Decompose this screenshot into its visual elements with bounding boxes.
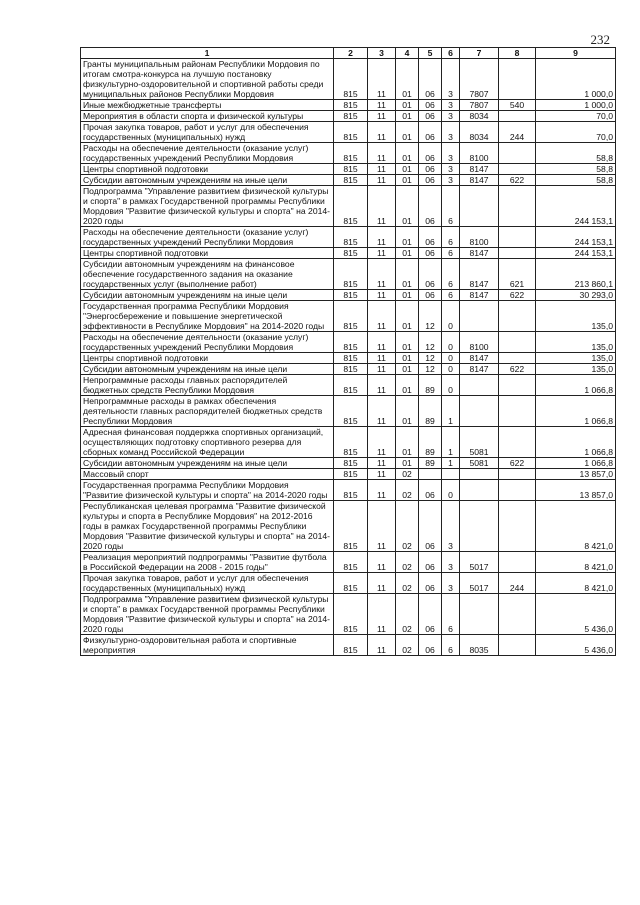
row-description: Адресная финансовая поддержка спортивных организаций, осуществляющих подготовку спортивного резерва для сборных команд Российской Федерации xyxy=(81,427,334,458)
code-section: 11 xyxy=(368,111,396,122)
code-target: 8147 xyxy=(460,259,499,290)
code-expense-type xyxy=(499,552,536,573)
code-expense-type: 622 xyxy=(499,290,536,301)
code-program: 89 xyxy=(419,375,442,396)
code-program: 06 xyxy=(419,186,442,227)
code-expense-type: 621 xyxy=(499,259,536,290)
code-subprogram: 1 xyxy=(442,396,460,427)
code-subprogram: 6 xyxy=(442,635,460,656)
code-subprogram: 6 xyxy=(442,227,460,248)
row-description: Центры спортивной подготовки xyxy=(81,164,334,175)
table-row xyxy=(81,458,616,469)
code-subsection: 01 xyxy=(396,353,419,364)
code-subprogram: 6 xyxy=(442,186,460,227)
code-target: 5081 xyxy=(460,427,499,458)
code-expense-type xyxy=(499,469,536,480)
table-row xyxy=(81,164,616,175)
code-section: 11 xyxy=(368,248,396,259)
row-description: Субсидии автономным учреждениям на финансовое обеспечение государственного задания на оказание государственных услуг (выполнение работ) xyxy=(81,259,334,290)
row-amount: 5 436,0 xyxy=(536,635,616,656)
code-admin: 815 xyxy=(334,259,368,290)
code-section: 11 xyxy=(368,259,396,290)
row-amount: 244 153,1 xyxy=(536,227,616,248)
row-amount: 13 857,0 xyxy=(536,480,616,501)
code-expense-type xyxy=(499,396,536,427)
row-description: Расходы на обеспечение деятельности (оказание услуг) государственных учреждений Республики Мордовия xyxy=(81,332,334,353)
code-subsection: 02 xyxy=(396,635,419,656)
code-admin: 815 xyxy=(334,480,368,501)
code-expense-type: 622 xyxy=(499,458,536,469)
table-row xyxy=(81,175,616,186)
row-amount: 1 000,0 xyxy=(536,100,616,111)
code-expense-type: 244 xyxy=(499,122,536,143)
code-admin: 815 xyxy=(334,396,368,427)
header-cell: 6 xyxy=(442,48,460,59)
code-subsection: 01 xyxy=(396,375,419,396)
code-program: 89 xyxy=(419,458,442,469)
code-admin: 815 xyxy=(334,332,368,353)
row-amount: 13 857,0 xyxy=(536,469,616,480)
code-subprogram: 6 xyxy=(442,290,460,301)
row-amount: 70,0 xyxy=(536,122,616,143)
code-section: 11 xyxy=(368,290,396,301)
code-target: 8147 xyxy=(460,353,499,364)
code-subsection: 01 xyxy=(396,396,419,427)
code-target xyxy=(460,375,499,396)
code-expense-type: 540 xyxy=(499,100,536,111)
row-amount: 244 153,1 xyxy=(536,186,616,227)
code-program: 06 xyxy=(419,143,442,164)
code-admin: 815 xyxy=(334,111,368,122)
code-target: 8147 xyxy=(460,290,499,301)
code-section: 11 xyxy=(368,552,396,573)
code-program: 06 xyxy=(419,635,442,656)
code-program: 12 xyxy=(419,364,442,375)
code-subprogram: 0 xyxy=(442,480,460,501)
row-amount: 58,8 xyxy=(536,143,616,164)
row-description: Непрограммные расходы главных распорядителей бюджетных средств Республики Мордовия xyxy=(81,375,334,396)
code-subsection: 01 xyxy=(396,248,419,259)
row-amount: 58,8 xyxy=(536,164,616,175)
row-description: Массовый спорт xyxy=(81,469,334,480)
code-expense-type: 244 xyxy=(499,573,536,594)
code-subsection: 01 xyxy=(396,59,419,100)
table-row xyxy=(81,186,616,227)
code-subprogram: 0 xyxy=(442,353,460,364)
code-expense-type xyxy=(499,375,536,396)
code-program: 06 xyxy=(419,259,442,290)
row-amount: 1 000,0 xyxy=(536,59,616,100)
row-amount: 244 153,1 xyxy=(536,248,616,259)
code-program: 06 xyxy=(419,594,442,635)
code-subsection: 01 xyxy=(396,301,419,332)
code-expense-type xyxy=(499,186,536,227)
row-description: Субсидии автономным учреждениям на иные цели xyxy=(81,364,334,375)
code-admin: 815 xyxy=(334,301,368,332)
row-amount: 58,8 xyxy=(536,175,616,186)
code-program: 89 xyxy=(419,396,442,427)
code-program: 06 xyxy=(419,248,442,259)
code-admin: 815 xyxy=(334,635,368,656)
code-program: 06 xyxy=(419,175,442,186)
code-section: 11 xyxy=(368,635,396,656)
code-expense-type xyxy=(499,248,536,259)
code-expense-type xyxy=(499,227,536,248)
code-subsection: 02 xyxy=(396,594,419,635)
row-amount: 1 066,8 xyxy=(536,375,616,396)
code-subsection: 01 xyxy=(396,227,419,248)
table-row xyxy=(81,364,616,375)
code-target xyxy=(460,501,499,552)
code-target: 8035 xyxy=(460,635,499,656)
code-admin: 815 xyxy=(334,573,368,594)
code-expense-type xyxy=(499,501,536,552)
code-program: 06 xyxy=(419,59,442,100)
code-program: 06 xyxy=(419,290,442,301)
code-section: 11 xyxy=(368,458,396,469)
table-row xyxy=(81,480,616,501)
table-row xyxy=(81,59,616,100)
table-row xyxy=(81,396,616,427)
code-subprogram: 3 xyxy=(442,122,460,143)
code-program: 12 xyxy=(419,301,442,332)
row-description: Прочая закупка товаров, работ и услуг для обеспечения государственных (муниципальных) нужд xyxy=(81,122,334,143)
code-expense-type xyxy=(499,164,536,175)
code-subprogram: 0 xyxy=(442,375,460,396)
code-admin: 815 xyxy=(334,100,368,111)
code-admin: 815 xyxy=(334,552,368,573)
table-row xyxy=(81,469,616,480)
code-subsection: 02 xyxy=(396,480,419,501)
code-target xyxy=(460,480,499,501)
code-expense-type xyxy=(499,332,536,353)
code-section: 11 xyxy=(368,364,396,375)
code-target xyxy=(460,301,499,332)
code-admin: 815 xyxy=(334,122,368,143)
row-amount: 70,0 xyxy=(536,111,616,122)
code-program: 06 xyxy=(419,122,442,143)
budget-table xyxy=(80,47,616,656)
code-admin: 815 xyxy=(334,469,368,480)
table-row xyxy=(81,248,616,259)
row-description: Подпрограмма "Управление развитием физической культуры и спорта" в рамках Государственной программы Республики Мордовия "Развитие физической культуры и спорта" на 2014-2020 годы xyxy=(81,186,334,227)
code-program: 06 xyxy=(419,480,442,501)
code-program: 06 xyxy=(419,227,442,248)
code-program: 06 xyxy=(419,164,442,175)
table-row xyxy=(81,143,616,164)
code-subsection: 01 xyxy=(396,259,419,290)
code-section: 11 xyxy=(368,332,396,353)
table-row xyxy=(81,290,616,301)
code-target: 5017 xyxy=(460,573,499,594)
header-cell: 2 xyxy=(334,48,368,59)
code-subsection: 02 xyxy=(396,552,419,573)
code-target xyxy=(460,469,499,480)
row-description: Реализация мероприятий подпрограммы "Развитие футбола в Российской Федерации на 2008 - 2015 годы" xyxy=(81,552,334,573)
row-description: Субсидии автономным учреждениям на иные цели xyxy=(81,458,334,469)
row-description: Республиканская целевая программа "Развитие физической культуры и спорта в Республике Мордовия" на 2012-2016 годы в рамках Государственной программы Республики Мордовия "Развитие физической культуры и спорта" на 2014-2020 годы xyxy=(81,501,334,552)
page-number: 232 xyxy=(590,32,610,47)
code-section: 11 xyxy=(368,143,396,164)
row-amount: 5 436,0 xyxy=(536,594,616,635)
header-row xyxy=(81,48,616,59)
row-amount: 213 860,1 xyxy=(536,259,616,290)
row-amount: 8 421,0 xyxy=(536,552,616,573)
code-section: 11 xyxy=(368,353,396,364)
code-subprogram xyxy=(442,469,460,480)
table-row xyxy=(81,353,616,364)
table-row xyxy=(81,111,616,122)
table-row xyxy=(81,427,616,458)
header-cell: 4 xyxy=(396,48,419,59)
code-subsection: 01 xyxy=(396,290,419,301)
code-target: 8034 xyxy=(460,111,499,122)
code-program: 06 xyxy=(419,100,442,111)
code-subprogram: 3 xyxy=(442,164,460,175)
table-row xyxy=(81,552,616,573)
table-row xyxy=(81,375,616,396)
code-target xyxy=(460,186,499,227)
row-description: Прочая закупка товаров, работ и услуг для обеспечения государственных (муниципальных) нужд xyxy=(81,573,334,594)
code-target: 8147 xyxy=(460,364,499,375)
code-subprogram: 3 xyxy=(442,143,460,164)
code-subsection: 01 xyxy=(396,122,419,143)
table-row xyxy=(81,122,616,143)
row-amount: 135,0 xyxy=(536,364,616,375)
table-row xyxy=(81,100,616,111)
code-subsection: 02 xyxy=(396,501,419,552)
code-expense-type xyxy=(499,635,536,656)
code-subprogram: 6 xyxy=(442,259,460,290)
code-subprogram: 3 xyxy=(442,573,460,594)
table-row xyxy=(81,594,616,635)
code-target: 8147 xyxy=(460,164,499,175)
table-row xyxy=(81,332,616,353)
code-admin: 815 xyxy=(334,59,368,100)
header-cell: 8 xyxy=(499,48,536,59)
code-section: 11 xyxy=(368,375,396,396)
row-amount: 8 421,0 xyxy=(536,501,616,552)
code-admin: 815 xyxy=(334,175,368,186)
row-amount: 1 066,8 xyxy=(536,396,616,427)
code-admin: 815 xyxy=(334,375,368,396)
code-program: 06 xyxy=(419,111,442,122)
code-target: 5017 xyxy=(460,552,499,573)
code-subsection: 01 xyxy=(396,186,419,227)
code-expense-type xyxy=(499,353,536,364)
code-subprogram: 0 xyxy=(442,364,460,375)
row-description: Субсидии автономным учреждениям на иные цели xyxy=(81,290,334,301)
code-subsection: 01 xyxy=(396,143,419,164)
code-subprogram: 3 xyxy=(442,59,460,100)
row-description: Расходы на обеспечение деятельности (оказание услуг) государственных учреждений Республики Мордовия xyxy=(81,227,334,248)
code-subprogram: 3 xyxy=(442,100,460,111)
code-section: 11 xyxy=(368,301,396,332)
code-subprogram: 1 xyxy=(442,427,460,458)
code-subsection: 01 xyxy=(396,100,419,111)
code-section: 11 xyxy=(368,480,396,501)
code-admin: 815 xyxy=(334,458,368,469)
code-target: 5081 xyxy=(460,458,499,469)
code-section: 11 xyxy=(368,175,396,186)
code-section: 11 xyxy=(368,427,396,458)
code-subprogram: 3 xyxy=(442,501,460,552)
row-amount: 30 293,0 xyxy=(536,290,616,301)
row-description: Гранты муниципальным районам Республики Мордовия по итогам смотра-конкурса на лучшую постановку физкультурно-оздоровительной и спортивной работы среди муниципальных районов Республики Мордовия xyxy=(81,59,334,100)
header-cell: 7 xyxy=(460,48,499,59)
code-section: 11 xyxy=(368,469,396,480)
code-section: 11 xyxy=(368,227,396,248)
code-section: 11 xyxy=(368,501,396,552)
code-program: 12 xyxy=(419,332,442,353)
code-subsection: 01 xyxy=(396,175,419,186)
code-program: 12 xyxy=(419,353,442,364)
code-target: 8100 xyxy=(460,227,499,248)
code-target: 8147 xyxy=(460,175,499,186)
code-subsection: 01 xyxy=(396,364,419,375)
code-section: 11 xyxy=(368,186,396,227)
code-section: 11 xyxy=(368,396,396,427)
code-section: 11 xyxy=(368,122,396,143)
code-target: 8147 xyxy=(460,248,499,259)
code-admin: 815 xyxy=(334,143,368,164)
code-expense-type: 622 xyxy=(499,175,536,186)
code-subprogram: 0 xyxy=(442,301,460,332)
row-amount: 1 066,8 xyxy=(536,458,616,469)
code-subsection: 01 xyxy=(396,332,419,353)
code-section: 11 xyxy=(368,594,396,635)
header-cell: 5 xyxy=(419,48,442,59)
code-target: 8100 xyxy=(460,332,499,353)
table-row xyxy=(81,227,616,248)
row-description: Центры спортивной подготовки xyxy=(81,353,334,364)
code-target xyxy=(460,594,499,635)
code-expense-type xyxy=(499,301,536,332)
row-description: Субсидии автономным учреждениям на иные цели xyxy=(81,175,334,186)
row-amount: 135,0 xyxy=(536,353,616,364)
header-cell: 3 xyxy=(368,48,396,59)
budget-body xyxy=(81,59,616,656)
code-expense-type xyxy=(499,59,536,100)
table-row xyxy=(81,301,616,332)
code-target: 8034 xyxy=(460,122,499,143)
code-admin: 815 xyxy=(334,427,368,458)
code-expense-type xyxy=(499,111,536,122)
header-cell: 9 xyxy=(536,48,616,59)
code-target: 8100 xyxy=(460,143,499,164)
code-subsection: 02 xyxy=(396,469,419,480)
table-row xyxy=(81,635,616,656)
code-subprogram: 1 xyxy=(442,458,460,469)
code-admin: 815 xyxy=(334,164,368,175)
code-subsection: 01 xyxy=(396,427,419,458)
row-amount: 1 066,8 xyxy=(536,427,616,458)
row-description: Мероприятия в области спорта и физической культуры xyxy=(81,111,334,122)
table-row xyxy=(81,259,616,290)
code-admin: 815 xyxy=(334,186,368,227)
code-section: 11 xyxy=(368,164,396,175)
row-amount: 8 421,0 xyxy=(536,573,616,594)
code-admin: 815 xyxy=(334,364,368,375)
code-section: 11 xyxy=(368,59,396,100)
row-description: Подпрограмма "Управление развитием физической культуры и спорта" в рамках Государственной программы Республики Мордовия "Развитие физической культуры и спорта" на 2014-2020 годы xyxy=(81,594,334,635)
row-description: Непрограммные расходы в рамках обеспечения деятельности главных распорядителей бюджетных средств Республики Мордовия xyxy=(81,396,334,427)
code-admin: 815 xyxy=(334,353,368,364)
code-subprogram: 3 xyxy=(442,111,460,122)
code-expense-type: 622 xyxy=(499,364,536,375)
code-subprogram: 3 xyxy=(442,175,460,186)
code-target xyxy=(460,396,499,427)
code-section: 11 xyxy=(368,573,396,594)
code-subsection: 02 xyxy=(396,573,419,594)
code-admin: 815 xyxy=(334,227,368,248)
code-target: 7807 xyxy=(460,100,499,111)
code-subsection: 01 xyxy=(396,458,419,469)
code-program: 06 xyxy=(419,552,442,573)
row-description: Физкультурно-оздоровительная работа и спортивные мероприятия xyxy=(81,635,334,656)
code-program: 06 xyxy=(419,573,442,594)
table-row xyxy=(81,501,616,552)
row-amount: 135,0 xyxy=(536,301,616,332)
row-description: Государственная программа Республики Мордовия "Развитие физической культуры и спорта" на 2014-2020 годы xyxy=(81,480,334,501)
code-expense-type xyxy=(499,427,536,458)
code-admin: 815 xyxy=(334,290,368,301)
code-expense-type xyxy=(499,594,536,635)
row-description: Расходы на обеспечение деятельности (оказание услуг) государственных учреждений Республики Мордовия xyxy=(81,143,334,164)
code-subsection: 01 xyxy=(396,164,419,175)
row-description: Государственная программа Республики Мордовия "Энергосбережение и повышение энергетической эффективности в Республике Мордовия" на 2014-2020 годы xyxy=(81,301,334,332)
row-description: Иные межбюджетные трансферты xyxy=(81,100,334,111)
code-expense-type xyxy=(499,143,536,164)
header-cell: 1 xyxy=(81,48,334,59)
code-admin: 815 xyxy=(334,501,368,552)
code-expense-type xyxy=(499,480,536,501)
code-program: 89 xyxy=(419,427,442,458)
code-admin: 815 xyxy=(334,248,368,259)
row-amount: 135,0 xyxy=(536,332,616,353)
code-section: 11 xyxy=(368,100,396,111)
code-admin: 815 xyxy=(334,594,368,635)
code-program xyxy=(419,469,442,480)
code-subprogram: 6 xyxy=(442,594,460,635)
code-program: 06 xyxy=(419,501,442,552)
code-subprogram: 6 xyxy=(442,248,460,259)
code-subsection: 01 xyxy=(396,111,419,122)
row-description: Центры спортивной подготовки xyxy=(81,248,334,259)
table-row xyxy=(81,573,616,594)
code-target: 7807 xyxy=(460,59,499,100)
code-subprogram: 3 xyxy=(442,552,460,573)
code-subprogram: 0 xyxy=(442,332,460,353)
